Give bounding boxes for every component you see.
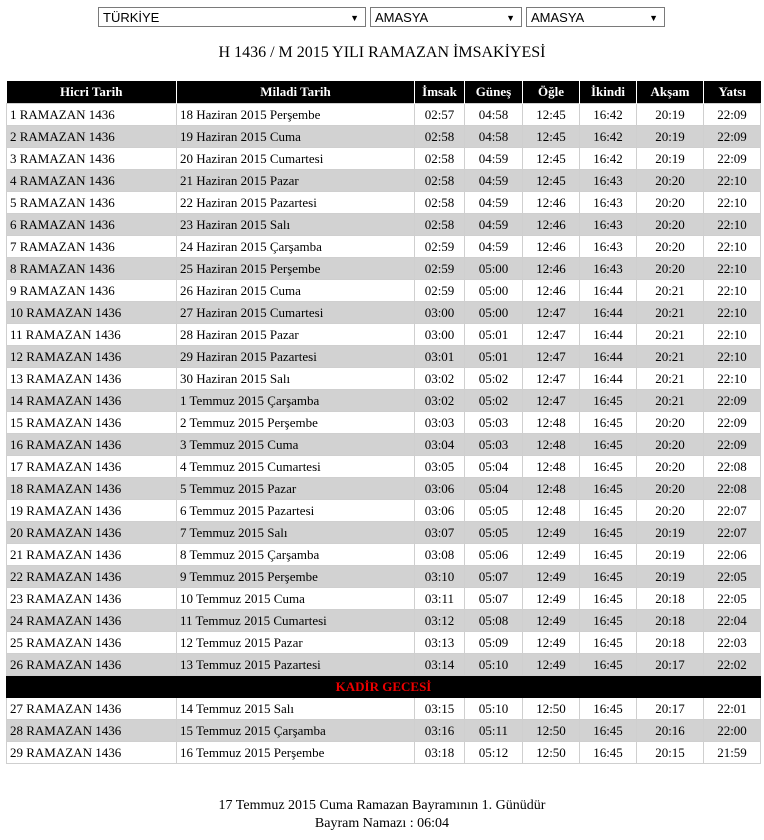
gunes-time: 05:04	[465, 456, 523, 478]
ogle-time: 12:48	[523, 500, 580, 522]
aksam-time: 20:20	[637, 170, 704, 192]
miladi-date: 28 Haziran 2015 Pazar	[177, 324, 415, 346]
kadir-gecesi-row	[7, 676, 761, 698]
gunes-time: 05:09	[465, 632, 523, 654]
imsak-time: 03:00	[415, 324, 465, 346]
table-row	[7, 654, 761, 676]
miladi-date: 2 Temmuz 2015 Perşembe	[177, 412, 415, 434]
table-row	[7, 522, 761, 544]
aksam-time: 20:21	[637, 280, 704, 302]
ogle-time: 12:49	[523, 610, 580, 632]
hicri-date: 10 RAMAZAN 1436	[7, 302, 177, 324]
bayram-prayer-time: Bayram Namazı : 06:04	[314, 816, 450, 831]
imsak-time: 02:59	[415, 280, 465, 302]
miladi-date: 10 Temmuz 2015 Cuma	[177, 588, 415, 610]
district-select-value: AMASYA	[531, 10, 585, 25]
hicri-date: 5 RAMAZAN 1436	[7, 192, 177, 214]
imsak-time: 03:00	[415, 302, 465, 324]
miladi-date: 4 Temmuz 2015 Cumartesi	[177, 456, 415, 478]
imsak-time: 02:58	[415, 214, 465, 236]
ikindi-time: 16:45	[580, 544, 637, 566]
gunes-time: 05:12	[465, 742, 523, 764]
table-row	[7, 566, 761, 588]
ikindi-time: 16:42	[580, 126, 637, 148]
ikindi-time: 16:44	[580, 346, 637, 368]
gunes-time: 05:08	[465, 610, 523, 632]
hicri-date: 12 RAMAZAN 1436	[7, 346, 177, 368]
hicri-date: 13 RAMAZAN 1436	[7, 368, 177, 390]
ikindi-time: 16:45	[580, 390, 637, 412]
gunes-time: 05:05	[465, 522, 523, 544]
imsak-time: 03:01	[415, 346, 465, 368]
ikindi-time: 16:44	[580, 368, 637, 390]
imsak-time: 03:18	[415, 742, 465, 764]
table-row	[7, 214, 761, 236]
hicri-date: 14 RAMAZAN 1436	[7, 390, 177, 412]
hicri-date: 25 RAMAZAN 1436	[7, 632, 177, 654]
gunes-time: 05:00	[465, 302, 523, 324]
aksam-time: 20:21	[637, 324, 704, 346]
hicri-date: 1 RAMAZAN 1436	[7, 104, 177, 126]
table-header-row	[7, 81, 761, 104]
province-select[interactable]	[370, 7, 522, 27]
imsak-time: 03:11	[415, 588, 465, 610]
yatsi-time: 22:10	[704, 368, 761, 390]
table-row	[7, 104, 761, 126]
imsak-time: 03:06	[415, 500, 465, 522]
ogle-time: 12:46	[523, 236, 580, 258]
imsak-time: 03:02	[415, 390, 465, 412]
table-row	[7, 148, 761, 170]
yatsi-time: 22:07	[704, 522, 761, 544]
yatsi-time: 22:10	[704, 214, 761, 236]
aksam-time: 20:19	[637, 126, 704, 148]
aksam-time: 20:20	[637, 456, 704, 478]
miladi-date: 13 Temmuz 2015 Pazartesi	[177, 654, 415, 676]
header-aksam: Akşam	[637, 81, 704, 104]
hicri-date: 21 RAMAZAN 1436	[7, 544, 177, 566]
table-row	[7, 720, 761, 742]
ogle-time: 12:49	[523, 566, 580, 588]
gunes-time: 05:04	[465, 478, 523, 500]
aksam-time: 20:20	[637, 236, 704, 258]
yatsi-time: 22:10	[704, 236, 761, 258]
header-yatsi: Yatsı	[704, 81, 761, 104]
aksam-time: 20:19	[637, 544, 704, 566]
aksam-time: 20:21	[637, 368, 704, 390]
miladi-date: 26 Haziran 2015 Cuma	[177, 280, 415, 302]
miladi-date: 19 Haziran 2015 Cuma	[177, 126, 415, 148]
ikindi-time: 16:45	[580, 632, 637, 654]
hicri-date: 6 RAMAZAN 1436	[7, 214, 177, 236]
table-row	[7, 368, 761, 390]
country-select[interactable]	[98, 7, 366, 27]
ogle-time: 12:45	[523, 148, 580, 170]
location-selectors	[0, 7, 764, 29]
miladi-date: 3 Temmuz 2015 Cuma	[177, 434, 415, 456]
aksam-time: 20:18	[637, 610, 704, 632]
aksam-time: 20:19	[637, 104, 704, 126]
ikindi-time: 16:42	[580, 104, 637, 126]
table-row	[7, 236, 761, 258]
ogle-time: 12:47	[523, 390, 580, 412]
ogle-time: 12:45	[523, 126, 580, 148]
ikindi-time: 16:43	[580, 170, 637, 192]
gunes-time: 05:01	[465, 346, 523, 368]
ogle-time: 12:45	[523, 104, 580, 126]
table-row	[7, 478, 761, 500]
dropdown-arrow-icon: ▼	[506, 13, 515, 23]
ikindi-time: 16:43	[580, 192, 637, 214]
ikindi-time: 16:43	[580, 236, 637, 258]
table-body	[7, 104, 761, 764]
gunes-time: 05:00	[465, 258, 523, 280]
yatsi-time: 22:06	[704, 544, 761, 566]
ikindi-time: 16:45	[580, 654, 637, 676]
imsak-time: 02:59	[415, 258, 465, 280]
table-row	[7, 698, 761, 720]
hicri-date: 18 RAMAZAN 1436	[7, 478, 177, 500]
miladi-date: 24 Haziran 2015 Çarşamba	[177, 236, 415, 258]
ogle-time: 12:48	[523, 412, 580, 434]
imsak-time: 02:59	[415, 236, 465, 258]
miladi-date: 14 Temmuz 2015 Salı	[177, 698, 415, 720]
table-row	[7, 280, 761, 302]
header-ikindi: İkindi	[580, 81, 637, 104]
imsak-time: 03:08	[415, 544, 465, 566]
bayram-info	[0, 797, 764, 833]
bayram-date-text: 17 Temmuz 2015 Cuma Ramazan Bayramının 1. Günüdür	[218, 798, 546, 813]
ogle-time: 12:47	[523, 368, 580, 390]
header-hicri: Hicri Tarih	[7, 81, 177, 104]
ikindi-time: 16:43	[580, 214, 637, 236]
miladi-date: 27 Haziran 2015 Cumartesi	[177, 302, 415, 324]
gunes-time: 04:59	[465, 170, 523, 192]
yatsi-time: 22:00	[704, 720, 761, 742]
hicri-date: 23 RAMAZAN 1436	[7, 588, 177, 610]
imsak-time: 03:04	[415, 434, 465, 456]
yatsi-time: 22:09	[704, 104, 761, 126]
hicri-date: 8 RAMAZAN 1436	[7, 258, 177, 280]
imsak-time: 02:58	[415, 148, 465, 170]
imsak-time: 02:57	[415, 104, 465, 126]
yatsi-time: 22:07	[704, 500, 761, 522]
hicri-date: 3 RAMAZAN 1436	[7, 148, 177, 170]
aksam-time: 20:21	[637, 390, 704, 412]
header-ogle: Öğle	[523, 81, 580, 104]
ikindi-time: 16:45	[580, 610, 637, 632]
imsak-time: 03:02	[415, 368, 465, 390]
hicri-date: 17 RAMAZAN 1436	[7, 456, 177, 478]
gunes-time: 05:03	[465, 412, 523, 434]
imsak-time: 03:14	[415, 654, 465, 676]
gunes-time: 05:07	[465, 566, 523, 588]
header-gunes: Güneş	[465, 81, 523, 104]
gunes-time: 05:07	[465, 588, 523, 610]
miladi-date: 6 Temmuz 2015 Pazartesi	[177, 500, 415, 522]
table-row	[7, 412, 761, 434]
ikindi-time: 16:45	[580, 412, 637, 434]
aksam-time: 20:19	[637, 566, 704, 588]
ikindi-time: 16:45	[580, 566, 637, 588]
aksam-time: 20:21	[637, 346, 704, 368]
ogle-time: 12:46	[523, 258, 580, 280]
imsakiye-table	[6, 81, 761, 764]
ogle-time: 12:46	[523, 214, 580, 236]
miladi-date: 12 Temmuz 2015 Pazar	[177, 632, 415, 654]
ogle-time: 12:49	[523, 544, 580, 566]
imsak-time: 03:05	[415, 456, 465, 478]
imsak-time: 03:12	[415, 610, 465, 632]
table-row	[7, 588, 761, 610]
hicri-date: 27 RAMAZAN 1436	[7, 698, 177, 720]
yatsi-time: 22:02	[704, 654, 761, 676]
table-row	[7, 258, 761, 280]
dropdown-arrow-icon: ▼	[350, 13, 359, 23]
ikindi-time: 16:45	[580, 478, 637, 500]
hicri-date: 26 RAMAZAN 1436	[7, 654, 177, 676]
yatsi-time: 22:05	[704, 588, 761, 610]
aksam-time: 20:17	[637, 698, 704, 720]
hicri-date: 9 RAMAZAN 1436	[7, 280, 177, 302]
ikindi-time: 16:45	[580, 742, 637, 764]
ikindi-time: 16:45	[580, 588, 637, 610]
miladi-date: 8 Temmuz 2015 Çarşamba	[177, 544, 415, 566]
dropdown-arrow-icon: ▼	[649, 13, 658, 23]
gunes-time: 04:58	[465, 126, 523, 148]
table-row	[7, 302, 761, 324]
ikindi-time: 16:43	[580, 258, 637, 280]
ikindi-time: 16:45	[580, 698, 637, 720]
ogle-time: 12:49	[523, 632, 580, 654]
aksam-time: 20:19	[637, 148, 704, 170]
miladi-date: 11 Temmuz 2015 Cumartesi	[177, 610, 415, 632]
table-row	[7, 500, 761, 522]
province-select-value: AMASYA	[375, 10, 429, 25]
kadir-gecesi-label: KADİR GECESİ	[7, 676, 761, 698]
miladi-date: 18 Haziran 2015 Perşembe	[177, 104, 415, 126]
table-row	[7, 544, 761, 566]
gunes-time: 05:11	[465, 720, 523, 742]
hicri-date: 19 RAMAZAN 1436	[7, 500, 177, 522]
yatsi-time: 22:10	[704, 280, 761, 302]
miladi-date: 23 Haziran 2015 Salı	[177, 214, 415, 236]
table-row	[7, 324, 761, 346]
yatsi-time: 22:05	[704, 566, 761, 588]
aksam-time: 20:20	[637, 500, 704, 522]
table-row	[7, 126, 761, 148]
yatsi-time: 22:10	[704, 170, 761, 192]
table-row	[7, 456, 761, 478]
aksam-time: 20:20	[637, 258, 704, 280]
miladi-date: 21 Haziran 2015 Pazar	[177, 170, 415, 192]
gunes-time: 05:10	[465, 654, 523, 676]
hicri-date: 16 RAMAZAN 1436	[7, 434, 177, 456]
yatsi-time: 22:03	[704, 632, 761, 654]
ogle-time: 12:47	[523, 324, 580, 346]
yatsi-time: 22:10	[704, 324, 761, 346]
ogle-time: 12:48	[523, 478, 580, 500]
table-row	[7, 192, 761, 214]
aksam-time: 20:17	[637, 654, 704, 676]
ikindi-time: 16:45	[580, 522, 637, 544]
miladi-date: 25 Haziran 2015 Perşembe	[177, 258, 415, 280]
yatsi-time: 22:01	[704, 698, 761, 720]
district-select[interactable]	[526, 7, 665, 27]
aksam-time: 20:19	[637, 522, 704, 544]
ogle-time: 12:47	[523, 346, 580, 368]
imsak-time: 02:58	[415, 126, 465, 148]
ikindi-time: 16:45	[580, 456, 637, 478]
header-miladi: Miladi Tarih	[177, 81, 415, 104]
yatsi-time: 22:10	[704, 258, 761, 280]
ogle-time: 12:48	[523, 434, 580, 456]
imsak-time: 03:03	[415, 412, 465, 434]
gunes-time: 04:59	[465, 148, 523, 170]
table-row	[7, 610, 761, 632]
hicri-date: 29 RAMAZAN 1436	[7, 742, 177, 764]
imsak-time: 03:06	[415, 478, 465, 500]
imsak-time: 02:58	[415, 192, 465, 214]
miladi-date: 16 Temmuz 2015 Perşembe	[177, 742, 415, 764]
miladi-date: 30 Haziran 2015 Salı	[177, 368, 415, 390]
aksam-time: 20:18	[637, 632, 704, 654]
yatsi-time: 22:09	[704, 434, 761, 456]
hicri-date: 22 RAMAZAN 1436	[7, 566, 177, 588]
aksam-time: 20:21	[637, 302, 704, 324]
miladi-date: 22 Haziran 2015 Pazartesi	[177, 192, 415, 214]
aksam-time: 20:20	[637, 214, 704, 236]
ogle-time: 12:46	[523, 280, 580, 302]
gunes-time: 05:01	[465, 324, 523, 346]
imsak-time: 03:10	[415, 566, 465, 588]
aksam-time: 20:20	[637, 478, 704, 500]
ikindi-time: 16:42	[580, 148, 637, 170]
yatsi-time: 21:59	[704, 742, 761, 764]
yatsi-time: 22:08	[704, 478, 761, 500]
gunes-time: 05:05	[465, 500, 523, 522]
header-imsak: İmsak	[415, 81, 465, 104]
gunes-time: 05:03	[465, 434, 523, 456]
miladi-date: 29 Haziran 2015 Pazartesi	[177, 346, 415, 368]
yatsi-time: 22:09	[704, 390, 761, 412]
miladi-date: 7 Temmuz 2015 Salı	[177, 522, 415, 544]
aksam-time: 20:20	[637, 192, 704, 214]
gunes-time: 05:00	[465, 280, 523, 302]
table-row	[7, 632, 761, 654]
yatsi-time: 22:09	[704, 148, 761, 170]
ikindi-time: 16:44	[580, 302, 637, 324]
gunes-time: 04:59	[465, 192, 523, 214]
gunes-time: 04:59	[465, 214, 523, 236]
gunes-time: 05:06	[465, 544, 523, 566]
yatsi-time: 22:10	[704, 302, 761, 324]
ogle-time: 12:48	[523, 456, 580, 478]
gunes-time: 04:59	[465, 236, 523, 258]
ikindi-time: 16:45	[580, 434, 637, 456]
imsak-time: 03:15	[415, 698, 465, 720]
table-row	[7, 742, 761, 764]
ikindi-time: 16:45	[580, 500, 637, 522]
miladi-date: 9 Temmuz 2015 Perşembe	[177, 566, 415, 588]
gunes-time: 05:10	[465, 698, 523, 720]
ikindi-time: 16:44	[580, 280, 637, 302]
yatsi-time: 22:10	[704, 346, 761, 368]
hicri-date: 11 RAMAZAN 1436	[7, 324, 177, 346]
imsak-time: 03:16	[415, 720, 465, 742]
gunes-time: 05:02	[465, 390, 523, 412]
table-row	[7, 170, 761, 192]
aksam-time: 20:15	[637, 742, 704, 764]
ogle-time: 12:49	[523, 588, 580, 610]
hicri-date: 15 RAMAZAN 1436	[7, 412, 177, 434]
miladi-date: 5 Temmuz 2015 Pazar	[177, 478, 415, 500]
yatsi-time: 22:09	[704, 126, 761, 148]
ogle-time: 12:46	[523, 192, 580, 214]
ogle-time: 12:50	[523, 698, 580, 720]
yatsi-time: 22:08	[704, 456, 761, 478]
ogle-time: 12:45	[523, 170, 580, 192]
imsak-time: 03:07	[415, 522, 465, 544]
ogle-time: 12:47	[523, 302, 580, 324]
table-row	[7, 434, 761, 456]
miladi-date: 20 Haziran 2015 Cumartesi	[177, 148, 415, 170]
aksam-time: 20:16	[637, 720, 704, 742]
ogle-time: 12:50	[523, 742, 580, 764]
hicri-date: 20 RAMAZAN 1436	[7, 522, 177, 544]
hicri-date: 24 RAMAZAN 1436	[7, 610, 177, 632]
yatsi-time: 22:10	[704, 192, 761, 214]
gunes-time: 04:58	[465, 104, 523, 126]
page-title: H 1436 / M 2015 YILI RAMAZAN İMSAKİYESİ	[218, 44, 546, 61]
table-row	[7, 346, 761, 368]
ogle-time: 12:49	[523, 654, 580, 676]
ikindi-time: 16:44	[580, 324, 637, 346]
hicri-date: 28 RAMAZAN 1436	[7, 720, 177, 742]
yatsi-time: 22:09	[704, 412, 761, 434]
imsak-time: 02:58	[415, 170, 465, 192]
miladi-date: 15 Temmuz 2015 Çarşamba	[177, 720, 415, 742]
hicri-date: 4 RAMAZAN 1436	[7, 170, 177, 192]
country-select-value: TÜRKİYE	[103, 10, 160, 25]
table-row	[7, 390, 761, 412]
ikindi-time: 16:45	[580, 720, 637, 742]
imsak-time: 03:13	[415, 632, 465, 654]
miladi-date: 1 Temmuz 2015 Çarşamba	[177, 390, 415, 412]
aksam-time: 20:20	[637, 434, 704, 456]
ogle-time: 12:49	[523, 522, 580, 544]
yatsi-time: 22:04	[704, 610, 761, 632]
aksam-time: 20:18	[637, 588, 704, 610]
ogle-time: 12:50	[523, 720, 580, 742]
hicri-date: 7 RAMAZAN 1436	[7, 236, 177, 258]
aksam-time: 20:20	[637, 412, 704, 434]
hicri-date: 2 RAMAZAN 1436	[7, 126, 177, 148]
gunes-time: 05:02	[465, 368, 523, 390]
